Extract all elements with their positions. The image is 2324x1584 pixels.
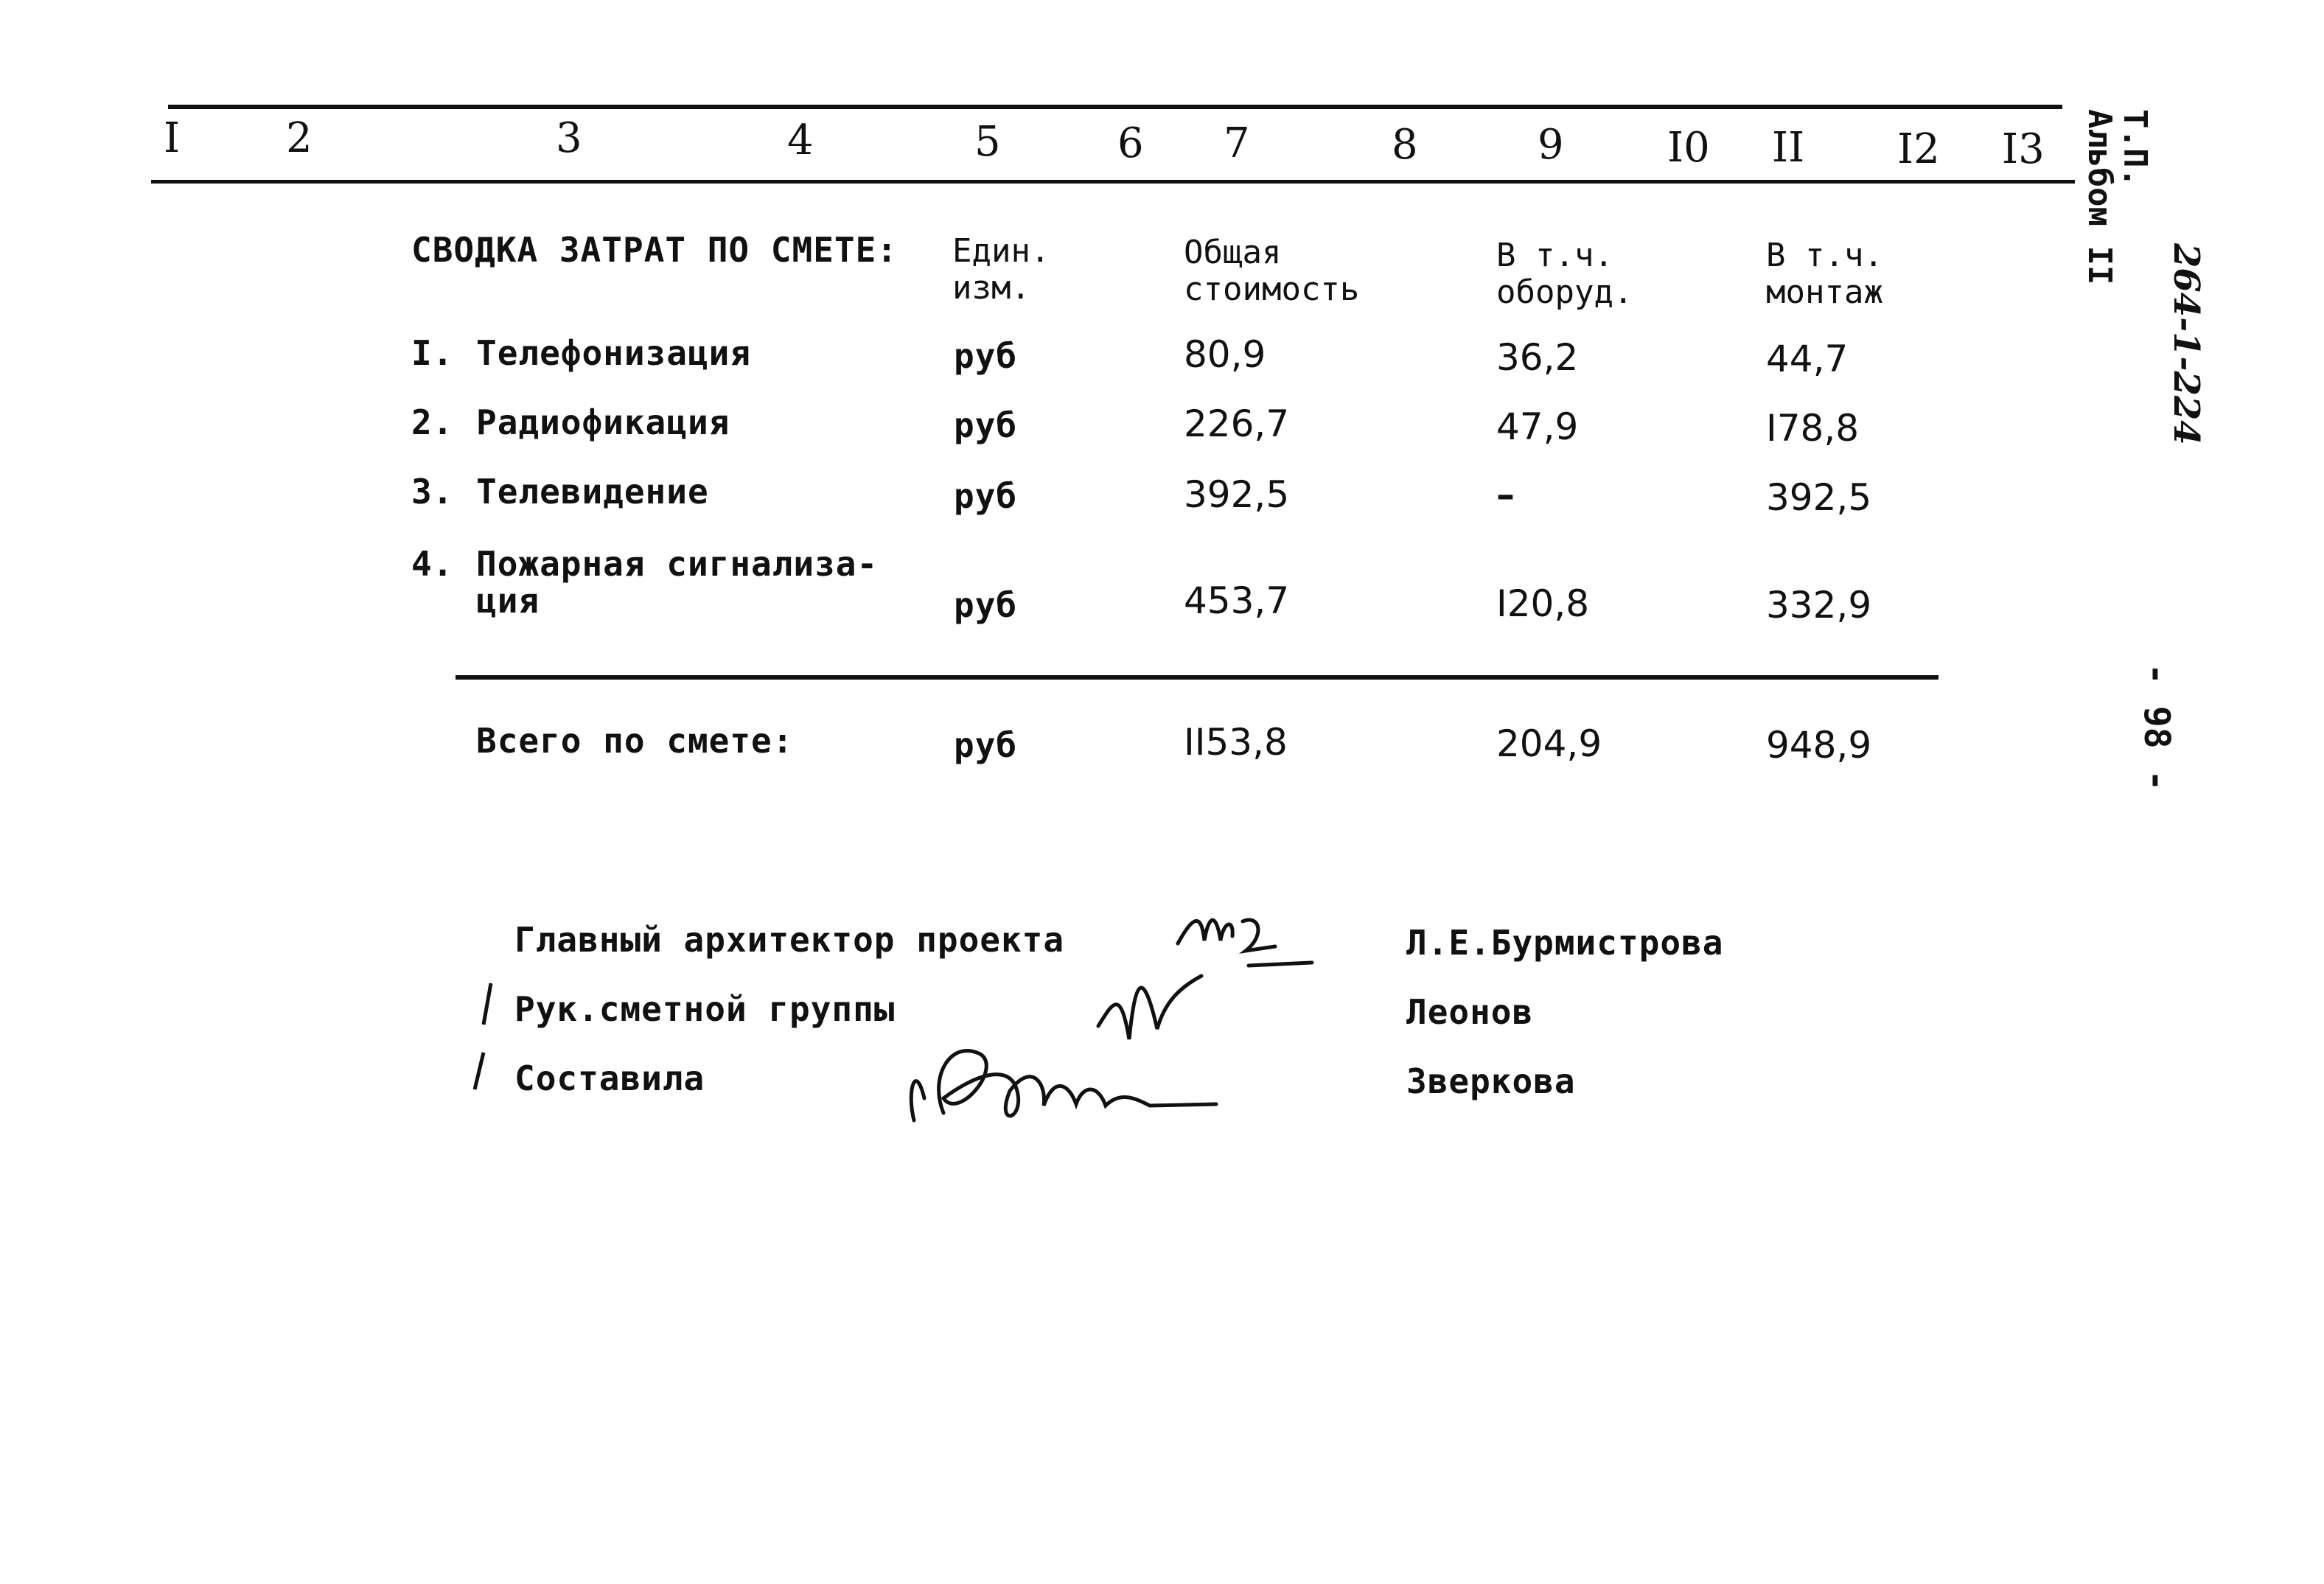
tick-mark [469, 1050, 491, 1101]
row-name: Радиофикация [476, 402, 730, 442]
row-unit: руб [954, 476, 1018, 516]
side-header-line1: Т.П. [2116, 109, 2154, 187]
row-number: 2. [411, 402, 454, 442]
equipment-header [1496, 237, 1633, 311]
total-cost-header-line1: Общая [1184, 234, 1282, 271]
column-number: 2 [286, 114, 313, 162]
signature-compiler [899, 1017, 1238, 1150]
total-cost-header [1184, 234, 1359, 308]
total-divider [456, 675, 1939, 680]
column-number: 5 [974, 118, 1001, 166]
total-label: Всего по смете: [476, 721, 794, 761]
signatory-role: Рук.сметной группы [514, 989, 896, 1029]
row-mounting-cost: 392,5 [1766, 476, 1872, 519]
row-total-cost: 453,7 [1184, 579, 1290, 622]
row-unit: руб [954, 585, 1018, 625]
column-number: I2 [1897, 125, 1940, 173]
row-total-cost: 392,5 [1184, 473, 1290, 516]
summary-title: СВОДКА ЗАТРАТ ПО СМЕТЕ: [411, 230, 898, 270]
column-number: 9 [1538, 121, 1564, 169]
row-name-continuation: ция [476, 581, 540, 621]
unit-header [952, 233, 1050, 307]
row-name: Телефонизация [476, 333, 752, 373]
column-header-rule [151, 180, 2075, 184]
total-mounting-sum: 948,9 [1766, 724, 1872, 767]
top-rule [168, 105, 2062, 109]
row-equipment-cost: 47,9 [1496, 405, 1579, 448]
mounting-header [1766, 237, 1883, 311]
row-name: Пожарная сигнализа- [476, 544, 879, 584]
side-header-line2: Альбом II [2081, 109, 2118, 285]
row-number: I. [411, 333, 454, 373]
equipment-header-line1: В т.ч. [1496, 237, 1613, 274]
row-mounting-cost: 332,9 [1766, 584, 1872, 627]
column-number: I0 [1667, 124, 1710, 172]
signatory-name: Зверкова [1406, 1061, 1576, 1101]
row-total-cost: 226,7 [1184, 402, 1290, 445]
column-number: I [164, 114, 181, 162]
row-unit: руб [954, 336, 1018, 376]
page-number: - 98 - [2136, 663, 2177, 792]
row-number: 3. [411, 472, 454, 512]
column-number: 6 [1117, 119, 1144, 167]
mounting-header-line2: монтаж [1766, 273, 1883, 311]
column-number: 4 [787, 116, 814, 164]
row-unit: руб [954, 405, 1018, 445]
total-equipment-sum: 204,9 [1496, 722, 1602, 765]
signatory-role: Составила [514, 1058, 705, 1098]
signatory-role: Главный архитектор проекта [514, 920, 1065, 960]
row-name: Телевидение [476, 472, 709, 512]
signatory-name: Л.Е.Бурмистрова [1406, 923, 1724, 963]
column-number: I3 [2002, 125, 2045, 173]
row-equipment-cost: – [1496, 473, 1515, 516]
row-total-cost: 80,9 [1184, 333, 1266, 376]
total-unit: руб [954, 725, 1018, 765]
tick-mark [478, 980, 500, 1032]
side-header [2082, 109, 2152, 285]
unit-header-line2: изм. [952, 269, 1030, 307]
row-equipment-cost: I20,8 [1496, 582, 1590, 625]
document-number: 264-1-224 [2166, 243, 2207, 445]
unit-header-line1: Един. [952, 232, 1050, 270]
column-number: 7 [1224, 119, 1250, 167]
equipment-header-line2: оборуд. [1496, 273, 1633, 311]
row-mounting-cost: 44,7 [1766, 338, 1849, 380]
column-number: II [1772, 124, 1805, 172]
column-number: 3 [556, 114, 582, 162]
total-cost-sum: II53,8 [1184, 721, 1288, 764]
column-number: 8 [1392, 121, 1418, 169]
signatory-name: Леонов [1406, 992, 1534, 1032]
row-equipment-cost: 36,2 [1496, 336, 1579, 379]
mounting-header-line1: В т.ч. [1766, 237, 1883, 274]
row-number: 4. [411, 544, 454, 584]
total-cost-header-line2: стоимость [1184, 271, 1360, 308]
row-mounting-cost: I78,8 [1766, 407, 1860, 450]
